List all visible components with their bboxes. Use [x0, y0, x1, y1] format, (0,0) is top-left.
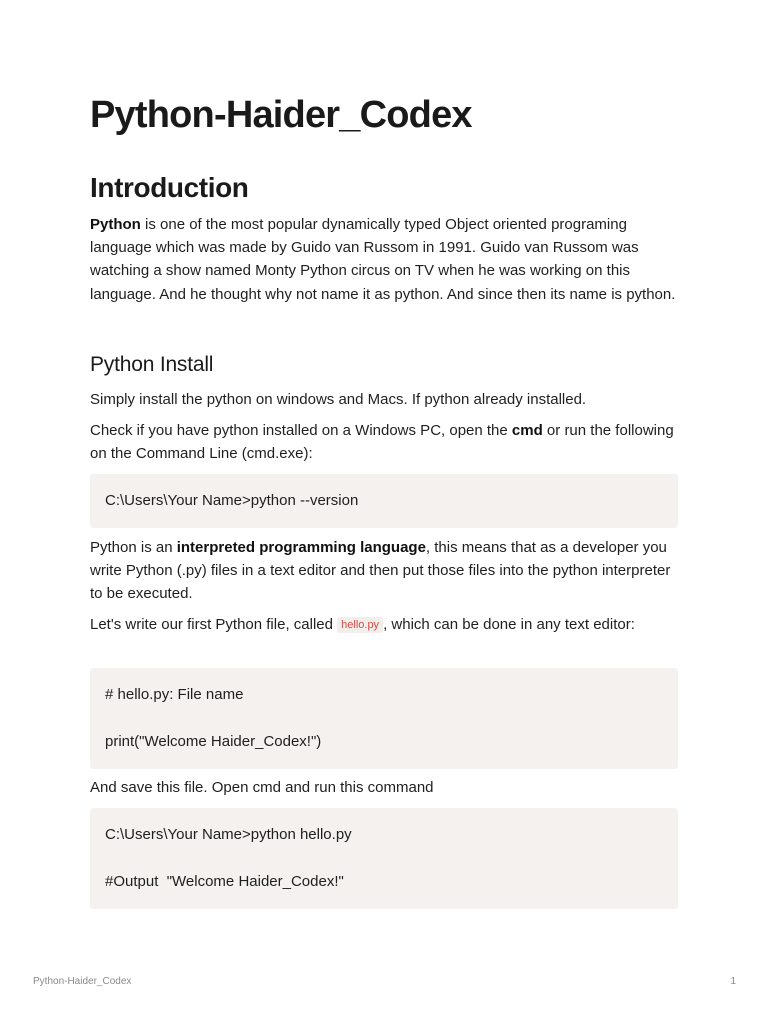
run-command-code-block: [90, 808, 678, 909]
run-command-line: C:\Users\Your Name>python hello.py: [105, 826, 352, 843]
interpreted-language-paragraph: [90, 536, 678, 606]
footer-page-number: 1: [730, 976, 736, 987]
introduction-text: is one of the most popular dynamically typed Object oriented programing language which was made by Guido van Russom in 1991. Guido van Russom was watching a show named Monty Python circus on TV when he was working on this language. And he thought why not name it as python. And since then its name is python.: [90, 216, 676, 303]
version-code-block: [90, 474, 678, 528]
install-paragraph-2-start: Check if you have python installed on a Windows PC, open the: [90, 422, 512, 439]
version-command: C:\Users\Your Name>python --version: [105, 492, 359, 509]
interpreted-paragraph-end: , this means that as a developer you write Python (.py) files in a text editor and then put those files into the python interpreter to be executed.: [90, 539, 671, 603]
python-bold-term: Python: [90, 216, 141, 233]
first-file-paragraph-start: Let's write our first Python file, called: [90, 616, 338, 633]
hello-py-inline-code: hello.py: [337, 617, 383, 633]
document-title: Python-Haider_Codex: [90, 94, 472, 136]
hello-file-comment-line: # hello.py: File name: [105, 686, 244, 703]
interpreted-paragraph-start: Python is an: [90, 539, 177, 556]
first-file-paragraph-end: , which can be done in any text editor:: [383, 616, 635, 633]
cmd-bold-term: cmd: [511, 422, 543, 439]
first-file-paragraph: [90, 613, 678, 636]
introduction-heading: Introduction: [90, 172, 249, 203]
save-file-paragraph: And save this file. Open cmd and run this command: [90, 779, 434, 796]
output-comment-line: #Output "Welcome Haider_Codex!": [105, 873, 344, 890]
introduction-paragraph: [90, 213, 678, 306]
python-install-heading: Python Install: [90, 353, 214, 376]
install-paragraph-1: Simply install the python on windows and Macs. If python already installed.: [90, 391, 587, 408]
hello-file-code-block: [90, 668, 678, 769]
install-paragraph-2: [90, 419, 678, 465]
interpreted-language-bold-term: interpreted programming language: [176, 539, 426, 556]
install-paragraph-2-end: or run the following on the Command Line (cmd.exe):: [90, 422, 674, 463]
footer-document-title: Python-Haider_Codex: [33, 976, 132, 987]
hello-file-print-line: print("Welcome Haider_Codex!"): [105, 733, 322, 750]
